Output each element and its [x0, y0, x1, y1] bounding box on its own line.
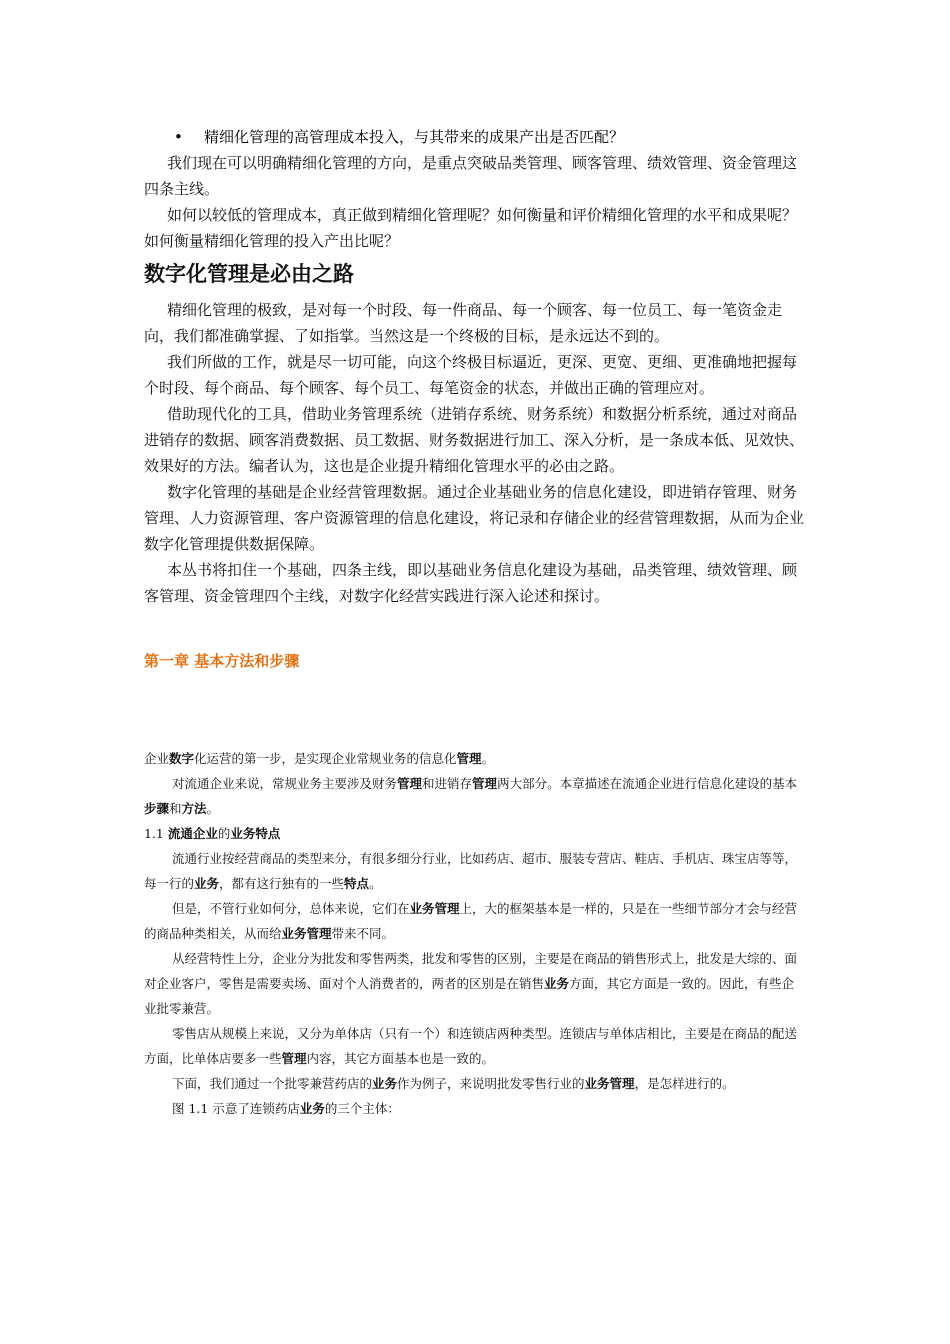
emphasis-text: 管理	[281, 1051, 307, 1066]
text-run: 。	[206, 801, 220, 816]
bullet-text: 精细化管理的高管理成本投入，与其带来的成果产出是否匹配？	[204, 128, 625, 146]
paragraph: 精细化管理的极致，是对每一个时段、每一件商品、每一个顾客、每一位员工、每一笔资金走向，我们都准确掌握、了如指掌。当然这是一个终极的目标，是永远达不到的。	[144, 301, 783, 345]
retail-paragraph	[144, 1021, 806, 1071]
emphasis-text: 业务	[194, 876, 220, 891]
chapter-heading: 第一章 基本方法和步骤	[144, 652, 300, 670]
example-paragraph	[144, 1071, 806, 1096]
text-run: 化运营的第一步，是实现企业常规业务的信息化	[194, 751, 457, 766]
section-heading: 数字化管理是必由之路	[144, 262, 354, 286]
figure-caption-intro	[144, 1096, 806, 1121]
text-run: 下面，我们通过一个批零兼营药店的	[172, 1076, 373, 1091]
emphasis-text: 流通企业	[167, 826, 218, 841]
emphasis-text: 业务特点	[230, 826, 281, 841]
paragraph: 本丛书将扣住一个基础，四条主线，即以基础业务信息化建设为基础，品类管理、绩效管理、顾客管理、资金管理四个主线，对数字化经营实践进行深入论述和探讨。	[144, 561, 798, 605]
paragraph: 数字化管理的基础是企业经营管理数据。通过企业基础业务的信息化建设，即进销存管理、财务管理、人力资源管理、客户资源管理的信息化建设，将记录和存储企业的经营管理数据，从而为企业数字化管理提供数据保障。	[144, 483, 805, 553]
emphasis-text: 业务管理	[584, 1076, 635, 1091]
text-run: 从经营特性上分，企业分为批发和零售两类，批发和零售的区别，主要是在商品的销售形式上，批发是大综的、面对企业客户，零售是需要卖场、面对个人消费者的，两者的区别是在销售	[144, 951, 798, 991]
paragraph: 我们所做的工作，就是尽一切可能，向这个终极目标逼近，更深、更宽、更细、更准确地把握每个时段、每个商品、每个顾客、每个员工、每笔资金的状态，并做出正确的管理应对。	[144, 353, 798, 397]
industry-paragraph	[144, 846, 806, 896]
text-run: 。	[481, 751, 495, 766]
paragraph: 我们现在可以明确精细化管理的方向，是重点突破品类管理、顾客管理、绩效管理、资金管理这四条主线。	[144, 154, 798, 198]
wholesale-paragraph	[144, 946, 806, 1021]
chapter-text-block	[144, 746, 806, 1121]
paragraph: 借助现代化的工具，借助业务管理系统（进销存系统、财务系统）和数据分析系统，通过对商品进销存的数据、顾客消费数据、员工数据、财务数据进行加工、深入分析，是一条成本低、见效快、效果好的方法。编者认为，这也是企业提升精细化管理水平的必由之路。	[144, 405, 805, 475]
text-run: 和	[169, 801, 182, 816]
text-run: 零售店从规模上来说，又分为单体店（只有一个）和连锁店两种类型。连锁店与单体店相比，主要是在商品的配送方面，比单体店要多一些	[144, 1026, 798, 1066]
emphasis-text: 管理	[456, 751, 482, 766]
text-run: 方面，其它方面是一致的。因此，有些企业批零兼营。	[144, 976, 795, 1016]
text-run: 上，大的框架基本是一样的，只是在一些细节部分才会与经营的商品种类相关，从而给	[144, 901, 798, 941]
heading-text-block	[144, 297, 806, 609]
bullet-marker: •	[174, 128, 183, 146]
text-run: 的三个主体：	[324, 1101, 400, 1116]
however-paragraph	[144, 896, 806, 946]
emphasis-text: 管理	[397, 776, 423, 791]
text-run: 的	[217, 826, 231, 841]
text-run: 和进销存	[422, 776, 473, 791]
emphasis-text: 业务	[372, 1076, 398, 1091]
emphasis-text: 业务管理	[281, 926, 332, 941]
emphasis-text: 业务	[299, 1101, 325, 1116]
upper-text-block	[144, 150, 806, 254]
text-run: 对流通企业来说，常规业务主要涉及财务	[172, 776, 398, 791]
intro-paragraph	[144, 746, 806, 771]
subsection-title	[144, 821, 806, 846]
emphasis-text: 管理	[472, 776, 498, 791]
text-run: 作为例子，来说明批发零售行业的	[397, 1076, 585, 1091]
scope-paragraph	[144, 771, 806, 821]
text-run: 。	[369, 876, 382, 891]
text-run: 带来不同。	[331, 926, 395, 941]
text-run: 流通行业按经营商品的类型来分，有很多细分行业，比如药店、超市、服装专营店、鞋店、手机店、珠宝店等等，每一行的	[144, 851, 798, 891]
text-run: ，是怎样进行的。	[634, 1076, 735, 1091]
emphasis-text: 方法	[181, 801, 207, 816]
emphasis-text: 数字	[169, 751, 195, 766]
text-run: 企业	[144, 751, 170, 766]
paragraph: 如何以较低的管理成本，真正做到精细化管理呢？如何衡量和评价精细化管理的水平和成果呢？如何衡量精细化管理的投入产出比呢？	[144, 206, 798, 250]
text-run: 图 1.1 示意了连锁药店	[172, 1101, 300, 1116]
text-run: ，都有这行独有的一些	[219, 876, 345, 891]
text-run: 但是，不管行业如何分，总体来说，它们在	[172, 901, 410, 916]
emphasis-text: 业务	[544, 976, 570, 991]
emphasis-text: 业务管理	[409, 901, 460, 916]
emphasis-text: 步骤	[144, 801, 170, 816]
text-run: 1.1	[144, 826, 168, 841]
text-run: 内容，其它方面基本也是一致的。	[306, 1051, 495, 1066]
text-run: 两大部分。本章描述在流通企业进行信息化建设的基本	[497, 776, 798, 791]
emphasis-text: 特点	[344, 876, 370, 891]
